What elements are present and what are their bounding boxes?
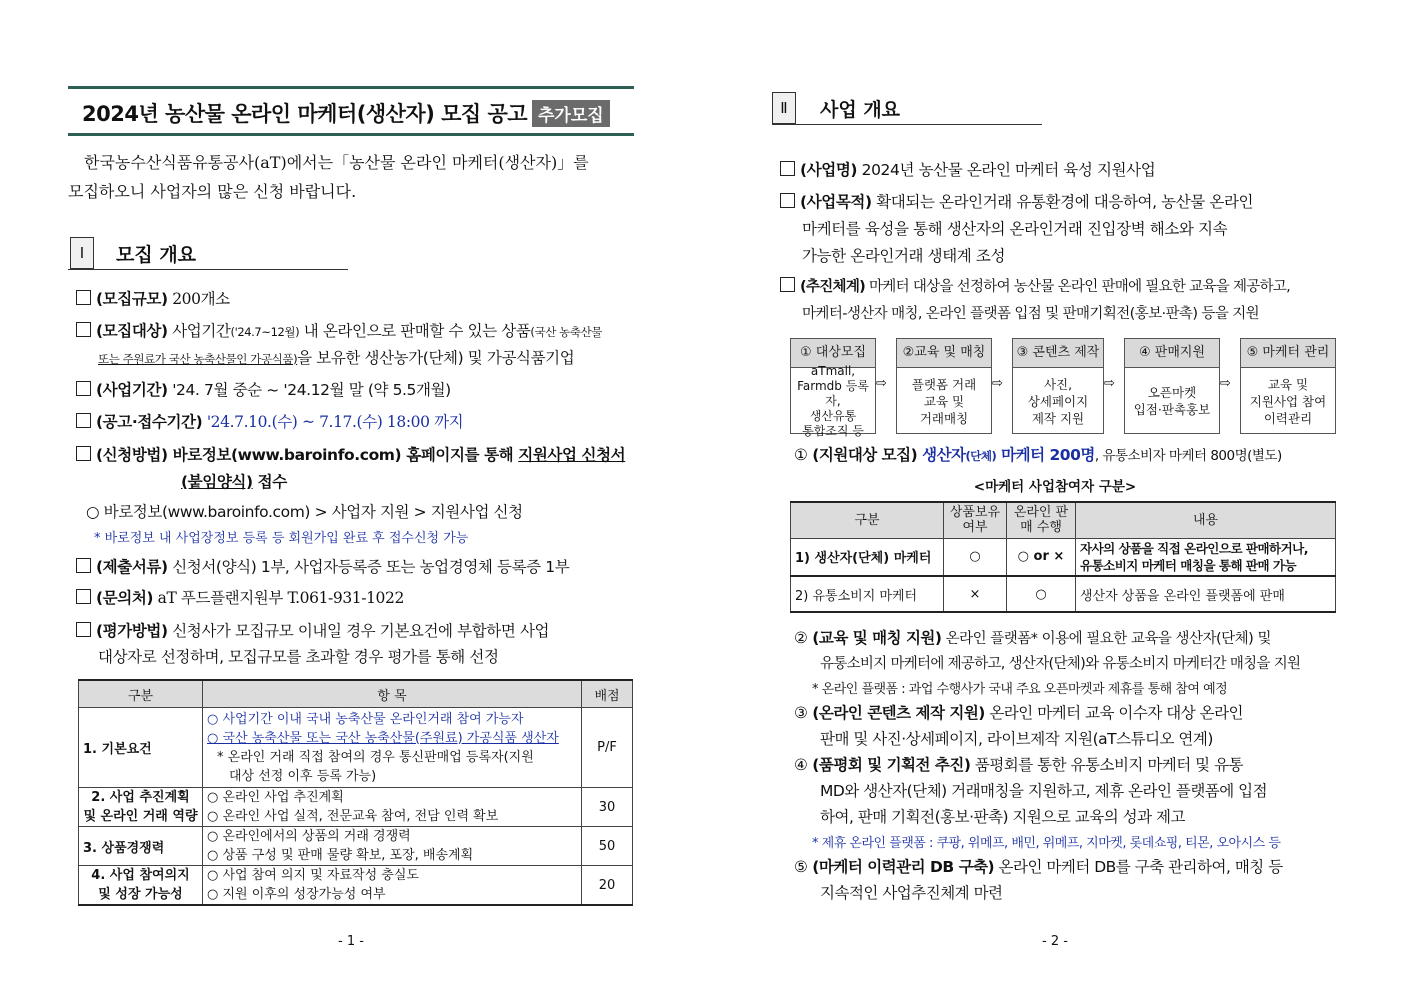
- table-cell-category: 1. 기본요건: [79, 708, 203, 788]
- table-header-row: [79, 680, 633, 708]
- checkbox-square-icon: [76, 558, 91, 573]
- page-title: 2024년 농산물 온라인 마케터(생산자) 모집 공고: [82, 102, 528, 126]
- support-item-3-line2: 판매 및 사진·상세페이지, 라이브제작 지원(aT스튜디오 연계): [820, 730, 1213, 748]
- table-cell-owns: ○: [944, 538, 1007, 576]
- table-row: [791, 576, 1336, 612]
- table-header: 상품보유 여부: [944, 502, 1007, 538]
- item-purpose-line2: 마케터를 육성을 통해 생산자의 온라인거래 진입장벽 해소와 지속: [802, 220, 1228, 238]
- table-cell-items: ○ 온라인 사업 추진계획 ○ 온라인 사업 실적, 전문교육 참여, 전담 인력 확보: [203, 788, 582, 827]
- support-item-3: ③ (온라인 콘텐츠 제작 지원) 온라인 마케터 교육 이수자 대상 온라인: [794, 704, 1244, 722]
- announcement-title-box: [68, 86, 634, 136]
- arrow-right-icon: ⇨: [876, 376, 887, 391]
- table-row: [79, 866, 633, 906]
- checkbox-square-icon: [76, 290, 91, 305]
- apply-note: * 바로정보 내 사업장정보 등록 등 회원가입 완료 후 접수신청 가능: [94, 531, 469, 546]
- section-heading-overview: [772, 92, 1042, 125]
- table-header: 내용: [1076, 502, 1336, 538]
- page-1: [68, 0, 634, 992]
- checkbox-square-icon: [76, 381, 91, 396]
- table-header: 구분: [791, 502, 944, 538]
- arrow-right-icon: ⇨: [1220, 376, 1231, 391]
- item-contact: (문의처) aT 푸드플랜지원부 T.061-931-1022: [76, 586, 404, 608]
- page-number: - 2 -: [1042, 934, 1068, 949]
- intro-line: 한국농수산식품유통공사(aT)에서는「농산물 온라인 마케터(생산자)」를: [84, 153, 589, 172]
- support-item-2-note: * 온라인 플랫폼 : 과업 수행사가 국내 주요 오픈마켓과 제휴를 통해 참여 예정: [812, 682, 1228, 697]
- item-purpose-line3: 가능한 온라인거래 생태계 조성: [802, 247, 1006, 265]
- table-cell-score: 20: [582, 866, 633, 906]
- table-header: 구분: [79, 680, 203, 708]
- checkbox-square-icon: [780, 277, 795, 292]
- table-caption: <마케터 사업참여자 구분>: [973, 479, 1137, 495]
- checkbox-square-icon: [780, 161, 795, 176]
- table-cell-category: 1) 생산자(단체) 마케터: [791, 538, 944, 576]
- table-cell-sells: ○ or ×: [1007, 538, 1076, 576]
- table-header: 온라인 판매 수행: [1007, 502, 1076, 538]
- checkbox-square-icon: [76, 589, 91, 604]
- support-item-4-note: * 제휴 온라인 플랫폼 : 쿠팡, 위메프, 배민, 위메프, 지마켓, 롯데쇼핑, 티몬, 오아시스 등: [812, 836, 1281, 851]
- table-cell-sells: ○: [1007, 576, 1076, 612]
- item-target-line2: 또는 주원료가 국산 농축산물인 가공식품)을 보유한 생산농가(단체) 및 가공식품기업: [98, 349, 575, 367]
- item-notice-period: (공고·접수기간) '24.7.10.(수) ~ 7.17.(수) 18:00 까지: [76, 410, 463, 432]
- intro-paragraph: [68, 148, 634, 206]
- table-row: [79, 788, 633, 827]
- table-cell-category: 2. 사업 추진계획 및 온라인 거래 역량: [79, 788, 203, 827]
- support-item-4: ④ (품평회 및 기획전 추진) 품평회를 통한 유통소비지 마케터 및 유통: [794, 756, 1244, 774]
- page-number: - 1 -: [338, 934, 364, 949]
- support-item-2-line2: 유통소비지 마케터에 제공하고, 생산자(단체)와 유통소비지 마케터간 매칭을 지원: [820, 656, 1301, 672]
- table-cell-desc: 생산자 상품을 온라인 플랫폼에 판매: [1076, 576, 1336, 612]
- participant-table: [790, 501, 1336, 613]
- table-row: [79, 827, 633, 866]
- item-system-line2: 마케터-생산자 매칭, 온라인 플랫폼 입점 및 판매기획전(홍보·판촉) 등을 지원: [802, 306, 1260, 322]
- arrow-right-icon: ⇨: [1104, 376, 1115, 391]
- support-item-5: ⑤ (마케터 이력관리 DB 구축) 온라인 마케터 DB를 구축 관리하여, 매칭 등: [794, 858, 1283, 876]
- section-title: 모집 개요: [116, 244, 197, 266]
- apply-path: ○ 바로정보(www.baroinfo.com) > 사업자 지원 > 지원사업 신청: [86, 503, 523, 521]
- support-item-4-line3: 하여, 판매 기획전(홍보·판촉) 지원으로 교육의 성과 제고: [820, 808, 1185, 826]
- item-apply-method: (신청방법) 바로정보(www.baroinfo.com) 홈페이지를 통해 지원사업 신청서: [76, 443, 625, 465]
- evaluation-table: [78, 679, 633, 906]
- table-cell-items: ○ 온라인에서의 상품의 거래 경쟁력 ○ 상품 구성 및 판매 물량 확보, 포장, 배송계획: [203, 827, 582, 866]
- table-header: 항 목: [203, 680, 582, 708]
- page-2: [772, 0, 1338, 992]
- item-project-purpose: (사업목적) 확대되는 온라인거래 유통환경에 대응하여, 농산물 온라인: [780, 190, 1253, 212]
- checkbox-square-icon: [780, 193, 795, 208]
- table-cell-desc: 자사의 상품을 직접 온라인으로 판매하거나, 유통소비지 마케터 매칭을 통해 판매 가능: [1076, 538, 1336, 576]
- item-period: (사업기간) '24. 7월 중순 ~ '24.12월 말 (약 5.5개월): [76, 378, 451, 400]
- intro-line: 모집하오니 사업자의 많은 신청 바랍니다.: [68, 182, 357, 201]
- table-cell-category: 4. 사업 참여의지 및 성장 가능성: [79, 866, 203, 906]
- support-item-5-line2: 지속적인 사업추진체계 마련: [820, 884, 1003, 902]
- support-item-2: ② (교육 및 매칭 지원) 온라인 플랫폼* 이용에 필요한 교육을 생산자(단체) 및: [794, 629, 1271, 647]
- additional-recruitment-badge: 추가모집: [532, 100, 610, 127]
- table-cell-score: P/F: [582, 708, 633, 788]
- table-cell-items: ○ 사업 참여 의지 및 자료작성 충실도 ○ 지원 이후의 성장가능성 여부: [203, 866, 582, 906]
- item-documents: (제출서류) 신청서(양식) 1부, 사업자등록증 또는 농업경영체 등록증 1부: [76, 555, 569, 577]
- table-cell-score: 30: [582, 788, 633, 827]
- item-target: (모집대상) 사업기간('24.7~12월) 내 온라인으로 판매할 수 있는 상품(국산 농축산물: [76, 319, 602, 341]
- section-number: Ⅱ: [772, 92, 796, 124]
- support-item-4-line2: MD와 생산자(단체) 거래매칭을 지원하고, 제휴 온라인 플랫폼에 입점: [820, 782, 1268, 800]
- flow-step-recruit: ① 대상모집 aTmall, Farmdb 등록자, 생산유통 통합조직 등: [790, 338, 876, 434]
- item-project-name: (사업명) 2024년 농산물 온라인 마케터 육성 지원사업: [780, 158, 1155, 180]
- item-system: (추진체계) 마케터 대상을 선정하여 농산물 온라인 판매에 필요한 교육을 제공하고,: [780, 275, 1290, 296]
- arrow-right-icon: ⇨: [992, 376, 1003, 391]
- checkbox-square-icon: [76, 413, 91, 428]
- flow-step-training: ②교육 및 매칭 플랫폼 거래 교육 및 거래매칭: [896, 338, 992, 434]
- item-evaluation-line2: 대상자로 선정하며, 모집규모를 초과할 경우 평가를 통해 선정: [98, 648, 499, 666]
- checkbox-square-icon: [76, 446, 91, 461]
- flow-step-sales: ④ 판매지원 오픈마켓 입점·판촉홍보: [1124, 338, 1220, 434]
- table-row: [79, 708, 633, 788]
- item-apply-line2: (붙임양식) 접수: [181, 473, 287, 491]
- table-cell-items: ○ 사업기간 이내 국내 농축산물 온라인거래 참여 가능자 ○ 국산 농축산물 또는 국산 농축산물(주원료) 가공식품 생산자 * 온라인 거래 직접 참여의 경우 통신판매업 등록자(지원 대상 선정 이후 등록 가능): [203, 708, 582, 788]
- table-row: [791, 538, 1336, 576]
- section-title: 사업 개요: [820, 99, 901, 121]
- table-header: 배점: [582, 680, 633, 708]
- item-scale: (모집규모) 200개소: [76, 287, 230, 309]
- table-cell-score: 50: [582, 827, 633, 866]
- checkbox-square-icon: [76, 622, 91, 637]
- flow-step-manage: ⑤ 마케터 관리 교육 및 지원사업 참여 이력관리: [1240, 338, 1336, 434]
- table-cell-owns: ×: [944, 576, 1007, 612]
- item-evaluation: (평가방법) 신청사가 모집규모 이내일 경우 기본요건에 부합하면 사업: [76, 619, 549, 641]
- flow-step-content: ③ 콘텐츠 제작 사진, 상세페이지 제작 지원: [1012, 338, 1104, 434]
- checkbox-square-icon: [76, 322, 91, 337]
- table-cell-category: 2) 유통소비지 마케터: [791, 576, 944, 612]
- table-cell-category: 3. 상품경쟁력: [79, 827, 203, 866]
- section-heading-recruitment: [68, 237, 348, 270]
- support-item-1: ① (지원대상 모집) 생산자(단체) 마케터 200명, 유통소비자 마케터 800명(별도): [794, 446, 1282, 464]
- section-number: Ⅰ: [70, 237, 94, 269]
- table-header-row: [791, 502, 1336, 538]
